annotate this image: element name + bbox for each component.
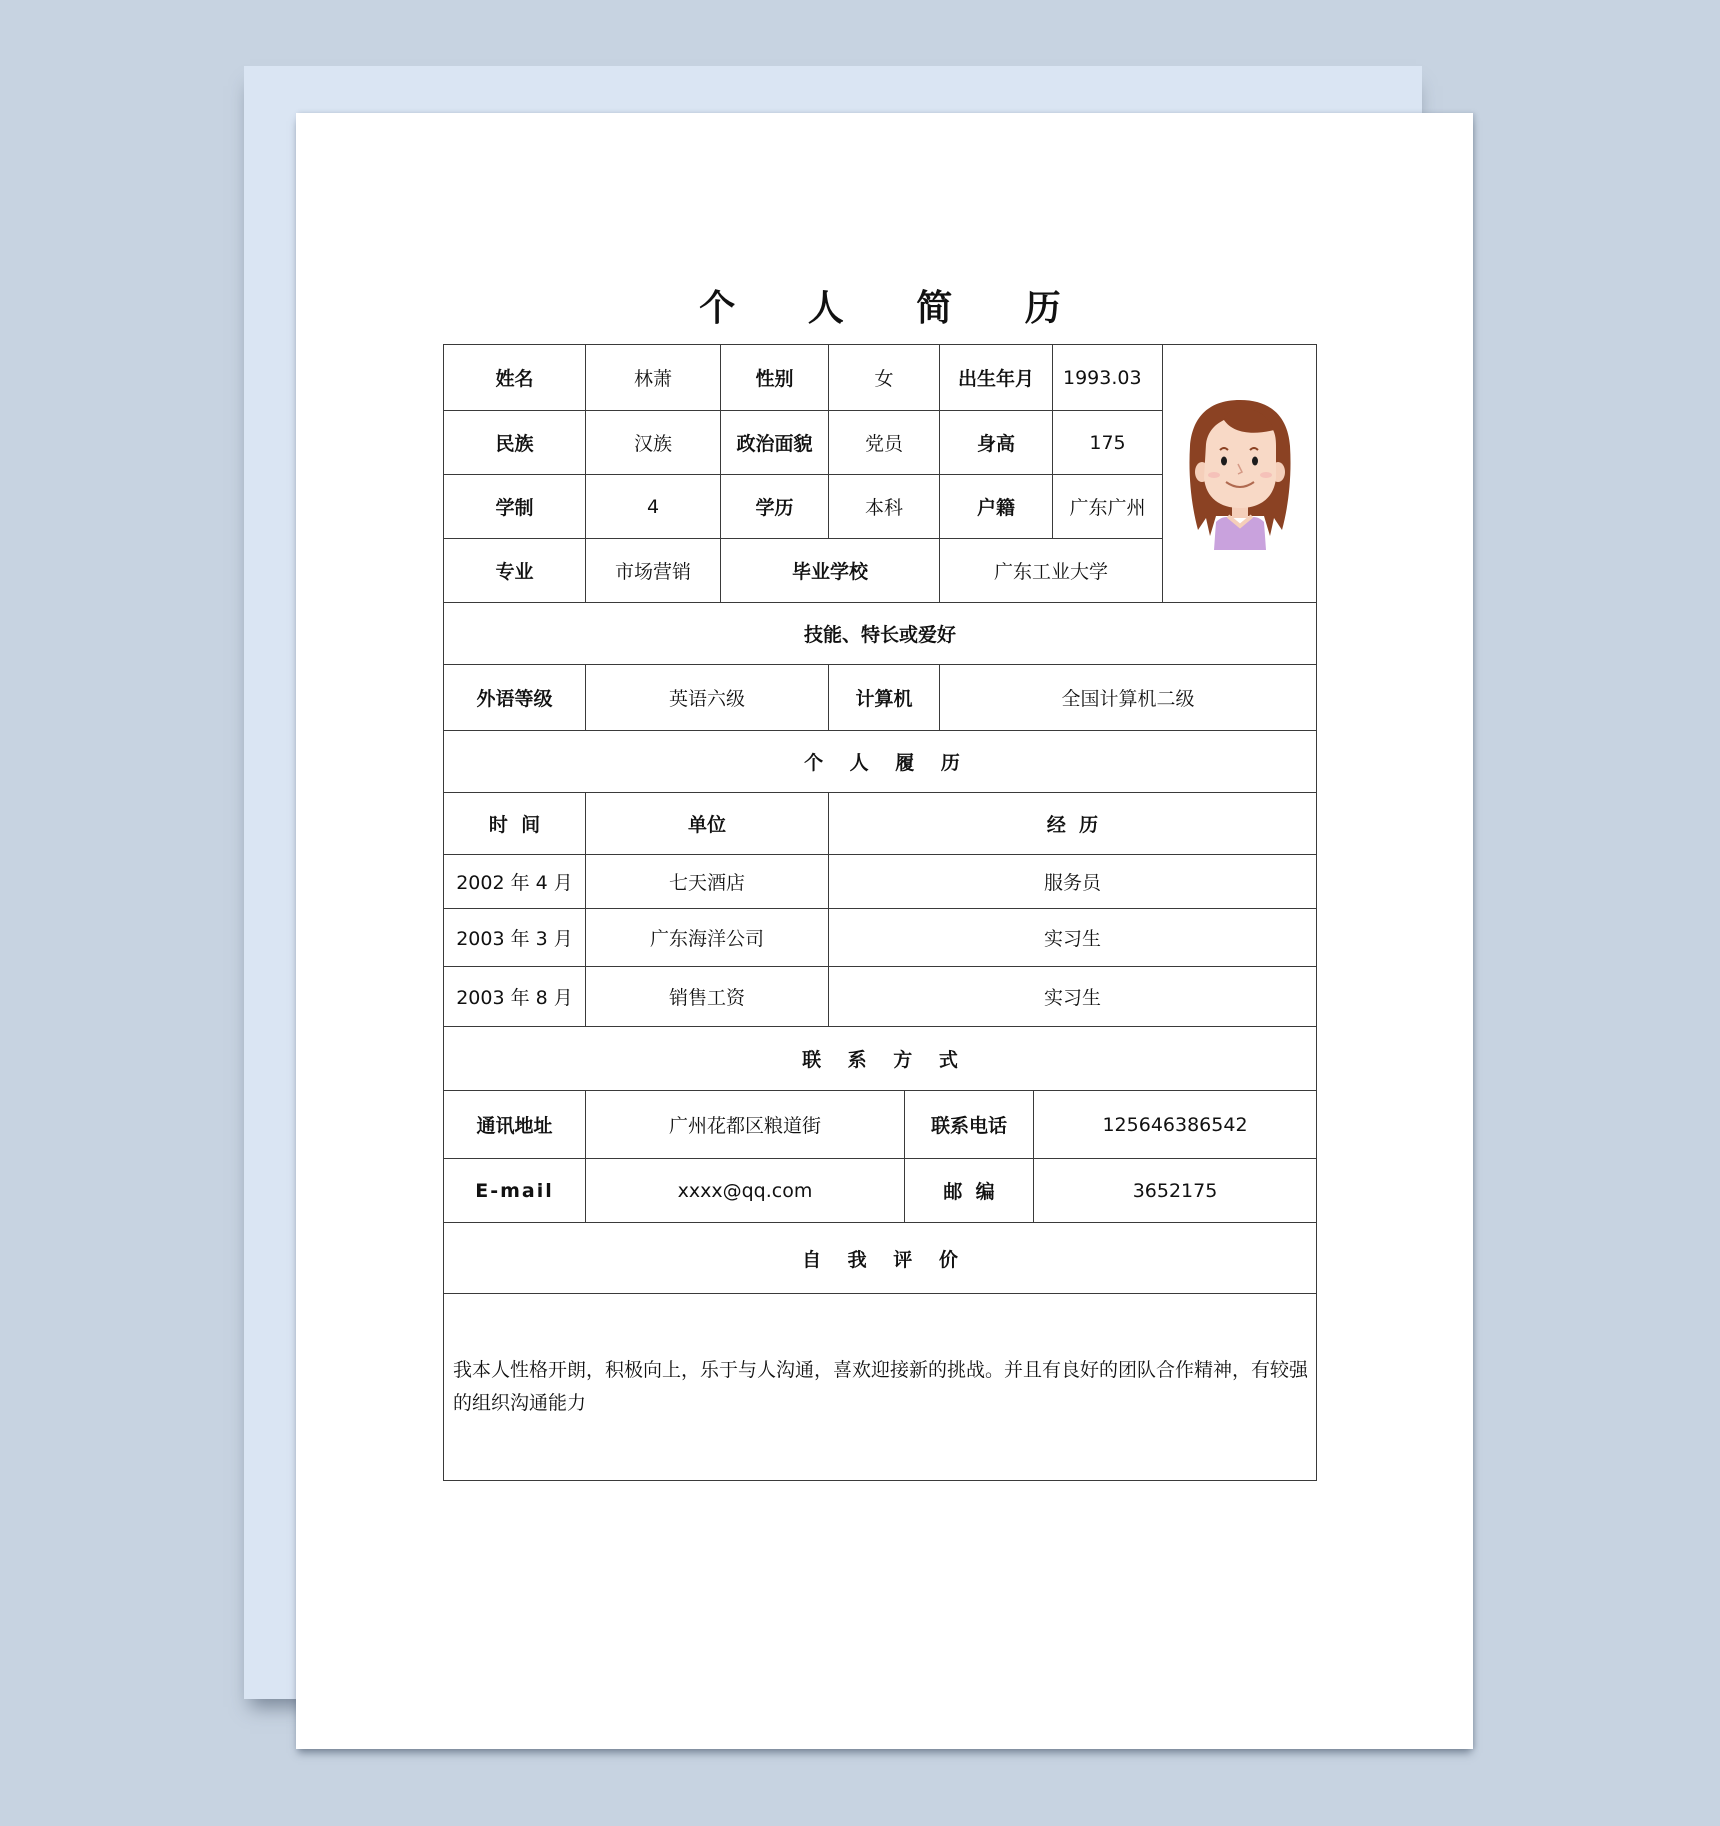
experience-row-1-time: 2002 年 4 月 <box>443 854 586 909</box>
language-label: 外语等级 <box>443 664 586 731</box>
computer-value: 全国计算机二级 <box>939 664 1317 731</box>
contact-section-header: 联 系 方 式 <box>443 1026 1317 1091</box>
phone-value: 125646386542 <box>1033 1090 1317 1159</box>
education-label: 学历 <box>720 474 829 539</box>
height-value: 175 <box>1052 410 1163 475</box>
language-value: 英语六级 <box>585 664 829 731</box>
experience-row-3-company: 销售工资 <box>585 966 829 1027</box>
political-label: 政治面貌 <box>720 410 829 475</box>
experience-header-company: 单位 <box>585 792 829 855</box>
school-value: 广东工业大学 <box>939 538 1163 603</box>
duration-value: 4 <box>585 474 721 539</box>
experience-section-header: 个 人 履 历 <box>443 730 1317 793</box>
height-label: 身高 <box>939 410 1053 475</box>
phone-label: 联系电话 <box>904 1090 1034 1159</box>
birth-value: 1993.03 <box>1052 344 1163 411</box>
self-evaluation-section-header: 自 我 评 价 <box>443 1222 1317 1294</box>
hukou-value: 广东广州 <box>1052 474 1163 539</box>
experience-header-time: 时 间 <box>443 792 586 855</box>
photo-cell <box>1162 344 1317 603</box>
cartoon-girl-avatar-icon <box>1184 398 1296 550</box>
resume-title: 个 人 简 历 <box>699 288 1091 329</box>
email-label: E-mail <box>443 1158 586 1223</box>
address-label: 通讯地址 <box>443 1090 586 1159</box>
computer-label: 计算机 <box>828 664 940 731</box>
postcode-label: 邮 编 <box>904 1158 1034 1223</box>
experience-row-1-role: 服务员 <box>828 854 1317 909</box>
address-value: 广州花都区粮道街 <box>585 1090 905 1159</box>
major-label: 专业 <box>443 538 586 603</box>
skills-section-header: 技能、特长或爱好 <box>443 602 1317 665</box>
postcode-value: 3652175 <box>1033 1158 1317 1223</box>
experience-header-role: 经 历 <box>828 792 1317 855</box>
email-value: xxxx@qq.com <box>585 1158 905 1223</box>
school-label: 毕业学校 <box>720 538 940 603</box>
experience-row-2-company: 广东海洋公司 <box>585 908 829 967</box>
hukou-label: 户籍 <box>939 474 1053 539</box>
resume-table <box>443 344 1317 1480</box>
experience-row-3-role: 实习生 <box>828 966 1317 1027</box>
political-value: 党员 <box>828 410 940 475</box>
ethnicity-label: 民族 <box>443 410 586 475</box>
gender-label: 性别 <box>720 344 829 411</box>
experience-row-2-time: 2003 年 3 月 <box>443 908 586 967</box>
duration-label: 学制 <box>443 474 586 539</box>
ethnicity-value: 汉族 <box>585 410 721 475</box>
major-value: 市场营销 <box>585 538 721 603</box>
experience-row-2-role: 实习生 <box>828 908 1317 967</box>
education-value: 本科 <box>828 474 940 539</box>
experience-row-3-time: 2003 年 8 月 <box>443 966 586 1027</box>
gender-value: 女 <box>828 344 940 411</box>
experience-row-1-company: 七天酒店 <box>585 854 829 909</box>
birth-label: 出生年月 <box>939 344 1053 411</box>
self-evaluation-text: 我本人性格开朗，积极向上，乐于与人沟通，喜欢迎接新的挑战。并且有良好的团队合作精神，有较强的组织沟通能力 <box>443 1293 1317 1481</box>
name-value: 林萧 <box>585 344 721 411</box>
name-label: 姓名 <box>443 344 586 411</box>
